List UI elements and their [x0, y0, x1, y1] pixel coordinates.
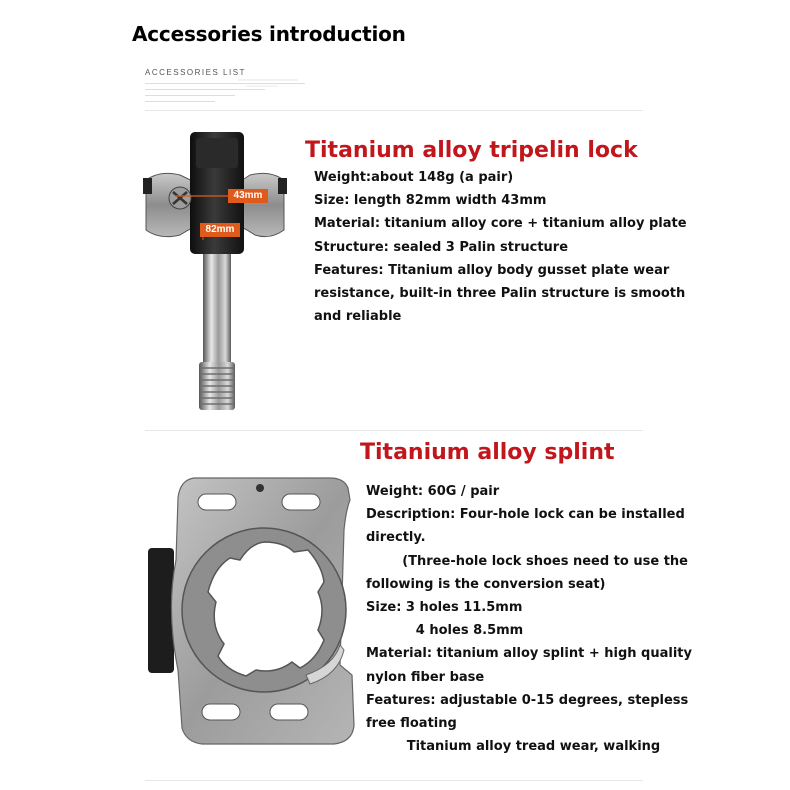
splint-spec-line: Features: adjustable 0-15 degrees, stepless: [366, 692, 689, 708]
splint-spec-list: [366, 480, 692, 758]
splint-spec-line: nylon fiber base: [366, 669, 485, 685]
lock-spec-line: and reliable: [314, 309, 402, 325]
divider-middle: [145, 430, 643, 431]
splint-spec-line: Material: titanium alloy splint + high quality: [366, 646, 692, 662]
lock-spec-line: Weight:about 148g (a pair): [314, 170, 514, 185]
splint-spec-line: Size: 3 holes 11.5mm: [366, 600, 523, 616]
dim-label-length: 82mm: [205, 224, 235, 235]
lock-spec-line: Material: titanium alloy core + titanium alloy plate: [314, 216, 687, 232]
splint-spec-line: directly.: [366, 530, 426, 546]
splint-section-title: Titanium alloy splint: [360, 440, 615, 465]
splint-spec-line: Weight: 60G / pair: [366, 484, 500, 499]
lock-spec-line: Features: Titanium alloy body gusset plate wear: [314, 262, 670, 278]
splint-spec-line: following is the conversion seat): [366, 576, 606, 592]
lock-spec-line: Structure: sealed 3 Palin structure: [314, 239, 569, 255]
divider-bottom: [145, 780, 643, 781]
splint-spec-line: (Three-hole lock shoes need to use the: [366, 553, 688, 569]
splint-spec-line: 4 holes 8.5mm: [366, 623, 524, 639]
splint-spec-line: Titanium alloy tread wear, walking: [366, 739, 661, 755]
lock-spec-list: [314, 166, 687, 328]
divider-top: [145, 110, 643, 111]
tripelin-lock-image: [140, 130, 290, 415]
dim-label-width: 43mm: [233, 190, 263, 201]
splint-spec-line: free floating: [366, 716, 457, 732]
titanium-splint-image: [146, 470, 358, 750]
lock-spec-line: Size: length 82mm width 43mm: [314, 193, 547, 209]
lock-spec-line: resistance, built-in three Palin structure is smooth: [314, 286, 686, 302]
splint-spec-line: Description: Four-hole lock can be installed: [366, 507, 685, 523]
lock-section-title: Titanium alloy tripelin lock: [305, 138, 638, 163]
accessories-list-label: ACCESSORIES LIST: [145, 68, 246, 77]
page-title: Accessories introduction: [132, 22, 406, 46]
accessories-list-marks: [238, 78, 298, 90]
